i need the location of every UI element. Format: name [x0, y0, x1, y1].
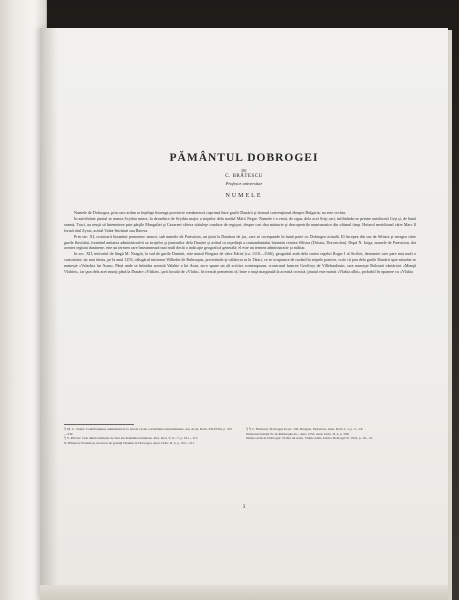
- article-body: [64, 210, 416, 420]
- footnotes-left-column: [64, 427, 232, 489]
- body-paragraph: In antichitate ţinutul se numia Scythia minor, la deosebire de Scythia major a stepelor dela nordul Mării Negre. Numele i-a venit, de sigur, dela acei Sciţi cari, infiltrându-se printre autohtonii Geţi şi, de bună seamă, Traci, au reuşit să întemeieze prin părţile Mangaliei şi Cavarnei câteva stătuleţe conduse de regişori, despre cari dau mărturie şi descoperirile numismatice din ultimul timp. Hotarul meridional către Marc îl formă râul Zyras, actŭal Valea-lăcrămii sau Batova.: [64, 215, 416, 233]
- footnote: ³) ⁴) C. Brătescu: Dobrogea în sec. XII. Bergean, Paristrion. Anal. Dobr. I, 1, p. 3—16.: [246, 427, 364, 431]
- page-bottom-edge: [40, 585, 448, 600]
- footnote: Nume vechi de Dobrogei: Vlahia lui Asan. Vlahia Albă. Arhiva Dobrogei II. 1919, p. 18—31.: [246, 436, 374, 441]
- footnote: ²) V. Pârvan: Cele dintâi elemente de Stat ale României dunărene. Rev. Istor. V, 6—7, p. 101—113.: [64, 436, 199, 441]
- footnotes-right-column: [246, 427, 414, 489]
- author-role: Profesor universitar: [225, 181, 263, 186]
- page-number: 3: [242, 505, 246, 510]
- body-paragraph: Numele de Dobrogea, prin care artăm se înţelege întreaga provincie românească cuprinsă între gurile Dunării şi hotarul convenţional dinspre Bulgaria, nu este vechiu.: [74, 210, 347, 215]
- body-paragraph: Prin sec. XI, cronicarii bizantini pomenesc uneori, sub numele de Paristrion, un ţinut la Dunărea de jos, care se corespunde în bună parte cu Dobrogea actuală. El începea din sus de Silistra şi mergea către gurile fluviului, formând unitatea administrativă sa strajelor şi ţinuturilor dela Dunăre şi având ca reşedinţă a comandantului bizantin cetatea Silistra (Dristra, Dorostolon). După N. Iorga, numele de Paristrion, dat acestei regiuni dunărene, este un termen care înseamnează mai mult decât o indicaţie geografică generală; el este un termen administrativ şi militar.: [64, 233, 416, 251]
- byline-de: DE: [241, 168, 247, 173]
- footnote-rule: [64, 424, 134, 425]
- article-title: PĂMÂNTUL DOBROGEI: [169, 152, 319, 164]
- body-paragraph: In sec. XII, teritoriul de lângă M. Neagră, la sud de gurile Dunării, este numit Borgara de către Edrisi (ca. 1110—1166), geograful arab dela curtea regelui Roger I al Siciliei, denumire care pare mai mult o curiozitate; iar mai târziu, pe la anul 1253, călugărul misionar Wilhelm de Rubruquis, povestindu-şi călătoria sa la Tătari, ce se ocupasera de curând în stepele pontice, scrie că ţara dela gurile Dunării spre miazăzi se numeşte «Valachia lui Asan». Până unde se întindea această Valahie a lui Asan, nu-o spune un alt scriitor contemporan, cronicarul francez Geoffroy de Villehardouin, care numeşte Balcanii vântăriori «Munţii Vlahiei», iar ţara dela acei munţi până la Dunăre «Vlakie», ţară locuită de «Vlahi». In treacăt pomenim că, între o nuţă marginală la această cronică, ţinutul este numit «Vlahia albă», probabil în opunere cu «Vlahia: [64, 251, 416, 275]
- gutter-shadow: [40, 28, 58, 600]
- footnote: ¹) M. C. Soutu: Contribuţiunea numismaticei la istoria veche a României transdunărene. An. Acad. Rom. XXXVIII, p. 525—532.: [64, 427, 232, 436]
- footnote: N. Bănescu: Paristrion, un ducat de graniţă bizantin la Dobrogea. Anal. Dobr. II, 3, p. 103—311.: [64, 440, 195, 445]
- author-name: C. BRĂTESCU: [225, 174, 263, 179]
- footnote: Itinerarul fratelui W. de Rubruquis etc., anno 1253. Anal. Dobr. II, 4, p. 508.: [246, 431, 350, 436]
- section-heading: NUMELE: [225, 193, 263, 199]
